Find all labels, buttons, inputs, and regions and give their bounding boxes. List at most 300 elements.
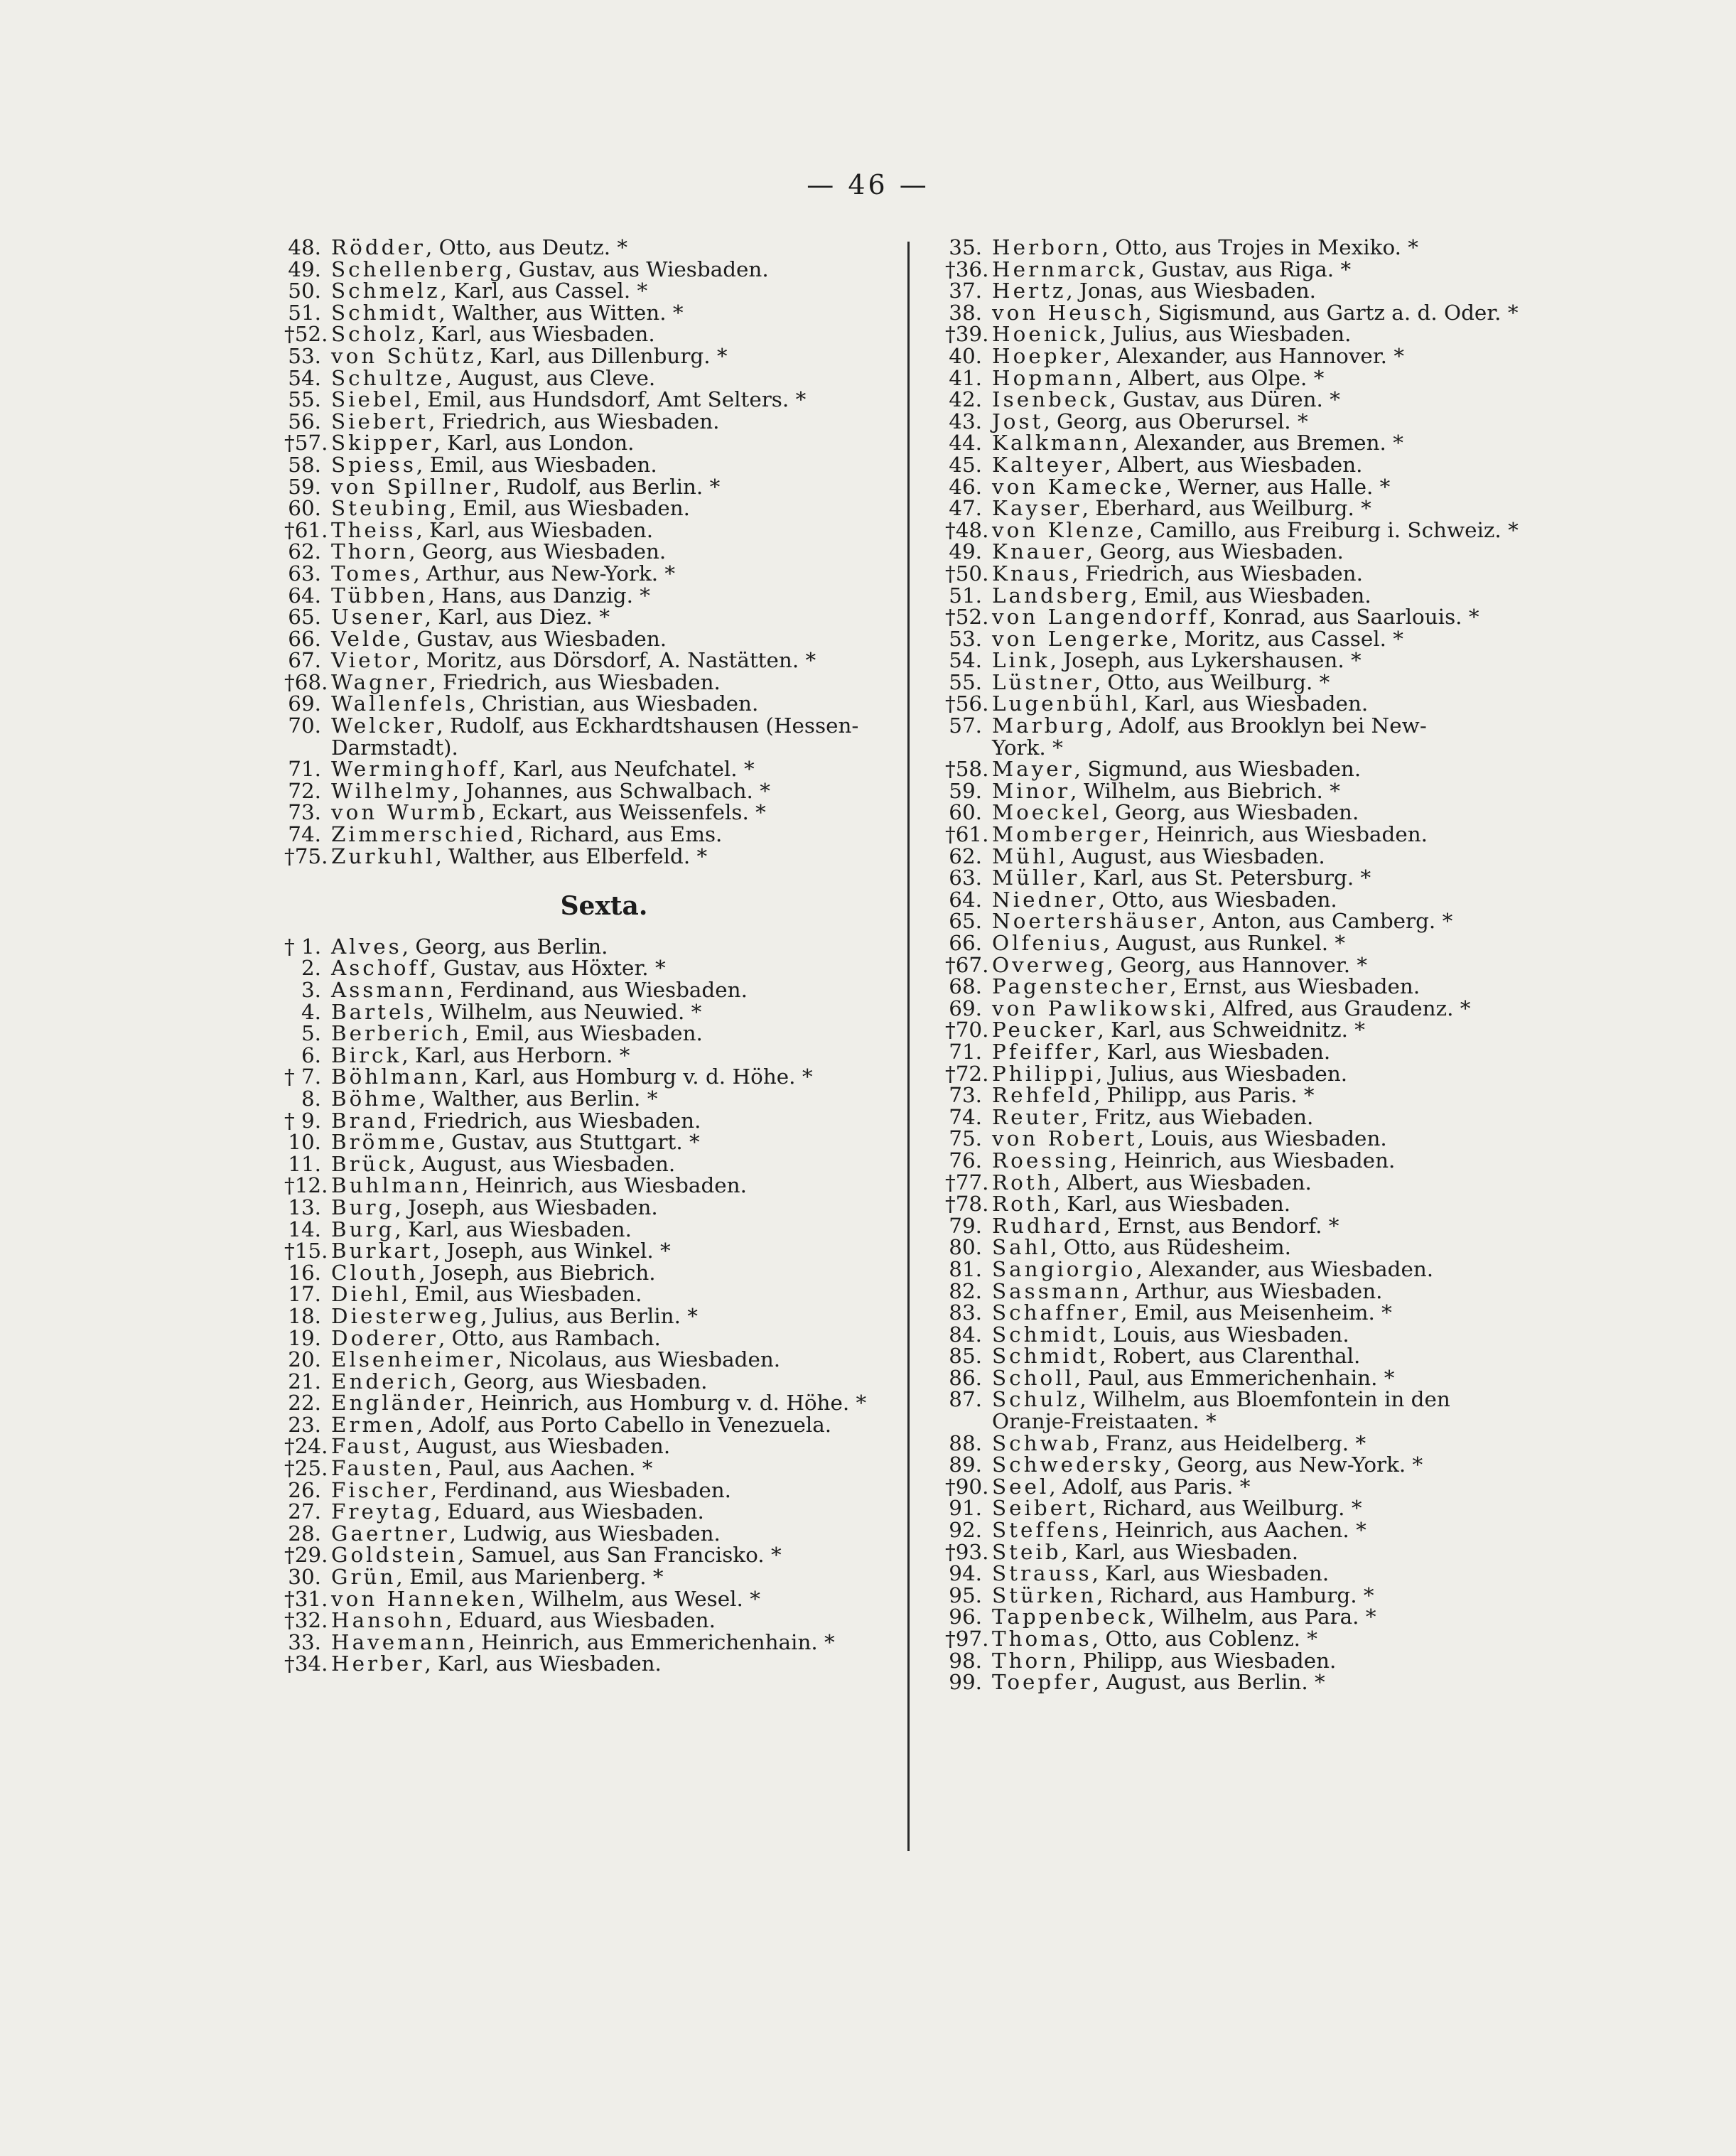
entry-number: 95.	[949, 1583, 982, 1607]
entry-surname: Kalteyer	[992, 452, 1105, 477]
entry-surname: Schmidt	[331, 300, 439, 325]
entry-details: , Gustav, aus Höxter. *	[430, 956, 666, 981]
entry-number: 22.	[288, 1391, 321, 1416]
entry-text	[992, 843, 1585, 868]
entry-text	[992, 497, 1585, 519]
entry-details: , Ferdinand, aus Wiesbaden.	[430, 1477, 731, 1502]
entry-details: , Hans, aus Danzig. *	[428, 583, 650, 608]
entry-text	[992, 1063, 1585, 1085]
entry-number: †61.	[945, 822, 989, 847]
entry-number: 46.	[949, 474, 982, 499]
list-entry	[284, 1001, 895, 1023]
list-entry	[945, 237, 1585, 259]
entry-number: †25.	[284, 1456, 328, 1481]
entry-text	[992, 910, 1585, 932]
entry-text	[331, 1110, 895, 1132]
list-entry	[945, 1606, 1585, 1628]
entry-surname: Zurkuhl	[331, 843, 436, 868]
entry-number: 18.	[288, 1303, 321, 1328]
list-entry	[284, 1131, 895, 1153]
entry-text	[331, 1544, 895, 1566]
list-entry	[945, 1671, 1585, 1693]
entry-details: , Otto, aus Rambach.	[438, 1325, 661, 1350]
entry-surname: Hoenick	[992, 322, 1100, 347]
list-entry	[284, 541, 895, 563]
list-entry	[945, 367, 1585, 389]
entry-number: †24.	[284, 1434, 328, 1459]
entry-surname: Ermen	[331, 1412, 416, 1437]
entry-details: , Arthur, aus New-York. *	[413, 561, 676, 586]
entry-number: 40.	[949, 343, 982, 368]
list-entry	[945, 650, 1585, 672]
entry-number: 73.	[949, 1083, 982, 1108]
entry-details: , Paul, aus Aachen. *	[435, 1456, 653, 1481]
entry-surname: Werminghoff	[331, 757, 500, 782]
entry-text	[992, 628, 1585, 650]
entry-number: 48.	[288, 235, 321, 259]
entry-text	[992, 1389, 1585, 1411]
list-entry	[945, 1215, 1585, 1237]
entry-surname: Toepfer	[992, 1670, 1093, 1695]
entry-surname: Knauer	[992, 539, 1087, 564]
entry-details: , Alexander, aus Hannover. *	[1103, 343, 1405, 368]
list-entry	[284, 693, 895, 715]
entry-text	[331, 280, 895, 302]
entry-number: 70.	[288, 713, 321, 738]
entry-details: , Wilhelm, aus Neuwied. *	[426, 999, 702, 1024]
entry-details: , Alexander, aus Wiesbaden.	[1136, 1256, 1434, 1281]
entry-text	[331, 1392, 895, 1414]
entry-text	[992, 1650, 1585, 1672]
entry-number: †31.	[284, 1586, 328, 1611]
entry-surname: Vietor	[331, 648, 414, 673]
entry-details: , Friedrich, aus Wiesbaden.	[429, 669, 721, 694]
entry-text	[992, 1215, 1585, 1237]
entry-details: , Karl, aus Wiesbaden.	[1053, 1192, 1291, 1217]
list-entry	[945, 998, 1585, 1020]
entry-details: , Otto, aus Weilburg. *	[1094, 669, 1330, 694]
entry-number: †50.	[945, 561, 989, 586]
entry-number: †52.	[945, 605, 989, 630]
entry-number: 26.	[288, 1477, 321, 1502]
list-entry	[284, 497, 895, 519]
list-entry	[945, 259, 1585, 281]
list-entry	[284, 1066, 895, 1088]
entry-number: 20.	[288, 1347, 321, 1372]
entry-number: 64.	[288, 583, 321, 608]
entry-text	[331, 1435, 895, 1457]
entry-number: †90.	[945, 1474, 989, 1499]
entry-number: †93.	[945, 1539, 989, 1564]
entry-details: , Karl, aus London.	[433, 431, 635, 456]
entry-surname: Herborn	[992, 235, 1102, 259]
entry-details: , Emil, aus Meisenheim. *	[1121, 1300, 1392, 1325]
entry-surname: Elsenheimer	[331, 1347, 496, 1372]
entry-surname: Wallenfels	[331, 691, 469, 716]
list-entry	[945, 1628, 1585, 1650]
entry-details: , Franz, aus Heidelberg. *	[1092, 1430, 1366, 1455]
list-entry	[284, 1629, 895, 1654]
entry-surname: Wagner	[331, 669, 430, 694]
list-entry	[945, 1497, 1585, 1519]
entry-surname: Schwedersky	[992, 1452, 1164, 1477]
list-entry	[945, 954, 1585, 976]
entry-number: 53.	[288, 343, 321, 368]
entry-number: 10.	[288, 1130, 321, 1155]
entry-number: 30.	[288, 1565, 321, 1590]
entry-number: 92.	[949, 1518, 982, 1543]
entry-text	[331, 1197, 895, 1219]
list-entry	[284, 1175, 895, 1197]
list-entry	[945, 1650, 1585, 1672]
entry-surname: Pagenstecher	[992, 974, 1170, 999]
entry-details: , Heinrich, aus Wiesbaden.	[1143, 822, 1428, 847]
entry-text	[992, 998, 1585, 1020]
entry-details: , Jonas, aus Wiesbaden.	[1066, 279, 1317, 303]
list-entry	[945, 628, 1585, 650]
entry-details: , Heinrich, aus Wiesbaden.	[462, 1173, 747, 1198]
entry-number: †15.	[284, 1239, 328, 1263]
entry-text	[331, 367, 895, 389]
entry-details: , Ernst, aus Bendorf. *	[1104, 1213, 1339, 1238]
entry-details: , Wilhelm, aus Wesel. *	[518, 1586, 760, 1611]
entry-surname: Spiess	[331, 452, 416, 477]
list-entry	[284, 936, 895, 958]
entry-surname: Isenbeck	[992, 387, 1110, 412]
entry-details: , Rudolf, aus Eckhardtshausen (Hessen-	[436, 713, 859, 738]
entry-number: 94.	[949, 1561, 982, 1586]
entry-text	[331, 1001, 895, 1023]
entry-number: 50.	[288, 279, 321, 303]
entry-text	[992, 1150, 1585, 1172]
entry-surname: Schultze	[331, 365, 446, 390]
entry-details: , Julius, aus Wiesbaden.	[1099, 322, 1352, 347]
entry-number: 51.	[949, 583, 982, 608]
entry-details: , Georg, aus Wiesbaden.	[450, 1369, 708, 1394]
list-entry	[945, 1106, 1585, 1128]
entry-details: , Alfred, aus Graudenz. *	[1209, 996, 1471, 1020]
entry-text	[331, 650, 895, 672]
entry-text	[331, 1088, 895, 1110]
entry-number: 65.	[949, 909, 982, 934]
entry-text	[331, 1042, 895, 1067]
entry-number: 71.	[288, 757, 321, 782]
entry-surname: Steubing	[331, 496, 450, 521]
entry-surname: Rehfeld	[992, 1083, 1094, 1108]
entry-details: , Georg, aus Oberursel. *	[1043, 409, 1308, 433]
entry-number: 19.	[288, 1325, 321, 1350]
entry-text	[992, 1585, 1585, 1607]
entry-details: , Emil, aus Marienberg. *	[396, 1565, 664, 1590]
entry-text	[992, 669, 1585, 694]
entry-details: , Karl, aus Homburg v. d. Höhe. *	[460, 1064, 813, 1089]
entry-text	[331, 1523, 895, 1545]
entry-text	[331, 1262, 895, 1284]
entry-text	[331, 1131, 895, 1153]
entry-details: , Wilhelm, aus Para. *	[1148, 1605, 1376, 1629]
entry-text	[992, 411, 1585, 433]
entry-text	[331, 1653, 895, 1675]
entry-details: , Philipp, aus Wiesbaden.	[1069, 1648, 1337, 1673]
list-entry	[284, 802, 895, 824]
entry-surname: Tappenbeck	[992, 1605, 1148, 1629]
entry-details: , Friedrich, aus Wiesbaden.	[428, 409, 720, 433]
list-entry	[945, 1019, 1585, 1041]
entry-text	[992, 519, 1585, 541]
entry-number: †77.	[945, 1170, 989, 1195]
entry-details: , Gustav, aus Wiesbaden.	[403, 626, 667, 651]
list-entry	[284, 1566, 895, 1588]
entry-text	[331, 454, 895, 476]
entry-details: , Julius, aus Berlin. *	[480, 1303, 698, 1328]
entry-surname: Freytag	[331, 1499, 434, 1524]
list-entry	[945, 389, 1585, 411]
entry-number: 71.	[949, 1039, 982, 1064]
list-entry	[284, 1262, 895, 1284]
entry-number: †52.	[284, 322, 328, 347]
entry-surname: Diehl	[331, 1282, 401, 1307]
list-entry	[284, 302, 895, 324]
entry-surname: Link	[992, 648, 1050, 673]
entry-text	[331, 1349, 895, 1371]
entry-details: , Joseph, aus Lykershausen. *	[1050, 648, 1362, 673]
entry-details: , Eduard, aus Wiesbaden.	[445, 1608, 716, 1633]
entry-number: 79.	[949, 1213, 982, 1238]
entry-details: , Karl, aus Wiesbaden.	[1131, 691, 1369, 716]
entry-details: , Friedrich, aus Wiesbaden.	[409, 1108, 701, 1133]
list-entry	[284, 563, 895, 585]
entry-surname: Rödder	[331, 235, 426, 259]
entry-details: , Richard, aus Hamburg. *	[1096, 1583, 1374, 1607]
list-entry	[284, 432, 895, 454]
entry-number: 47.	[949, 496, 982, 521]
entry-details: , Moritz, aus Dörsdorf, A. Nastätten. *	[413, 648, 816, 673]
entry-number: 49.	[288, 257, 321, 281]
list-entry	[945, 867, 1585, 889]
list-entry	[284, 1588, 895, 1610]
list-entry	[945, 693, 1585, 715]
entry-details: , Anton, aus Camberg. *	[1199, 909, 1453, 934]
list-entry	[284, 1283, 895, 1305]
list-entry	[945, 1302, 1585, 1324]
entry-text	[331, 345, 895, 367]
entry-text	[992, 1019, 1585, 1041]
entry-surname: Niedner	[992, 887, 1099, 912]
entry-text	[331, 1414, 895, 1436]
entry-number: 62.	[288, 539, 321, 564]
entry-details: , Joseph, aus Biebrich.	[419, 1260, 656, 1285]
list-entry	[284, 1435, 895, 1457]
entry-text	[992, 693, 1585, 715]
entry-details: , Georg, aus New-York. *	[1163, 1452, 1423, 1477]
list-entry	[945, 758, 1585, 780]
entry-text	[331, 432, 895, 454]
entry-text	[331, 563, 895, 585]
entry-surname: Fausten	[331, 1456, 436, 1481]
list-entry	[284, 345, 895, 367]
entry-number: 76.	[949, 1148, 982, 1173]
entry-details: , Eduard, aus Wiesbaden.	[433, 1499, 704, 1524]
list-entry	[284, 1349, 895, 1371]
entry-text	[331, 476, 895, 498]
list-entry	[945, 1128, 1585, 1150]
entry-text	[992, 976, 1585, 998]
entry-details: , Gustav, aus Düren. *	[1109, 387, 1340, 412]
entry-text	[331, 1566, 895, 1588]
entry-details: , Alexander, aus Bremen. *	[1121, 431, 1403, 456]
entry-number: 3.	[301, 978, 321, 1002]
entry-surname: Noertershäuser	[992, 909, 1199, 934]
entry-surname: Seibert	[992, 1496, 1089, 1521]
entry-details: , Philipp, aus Paris. *	[1093, 1083, 1315, 1108]
entry-text	[331, 780, 895, 802]
entry-number: 49.	[949, 539, 982, 564]
entry-surname: Schwab	[992, 1430, 1093, 1455]
entry-surname: Thomas	[992, 1627, 1092, 1651]
entry-text	[331, 628, 895, 650]
list-entry	[284, 1371, 895, 1393]
list-entry	[284, 650, 895, 672]
entry-text	[331, 1219, 895, 1241]
student-list-quinta-continued	[284, 237, 895, 867]
entry-number: 91.	[949, 1496, 982, 1521]
list-entry	[945, 780, 1585, 802]
entry-number: 64.	[949, 887, 982, 912]
entry-number: †12.	[284, 1173, 328, 1198]
entry-details: , Karl, aus Wiesbaden.	[418, 322, 655, 347]
entry-number: 75.	[949, 1126, 982, 1151]
entry-text	[992, 1278, 1585, 1303]
list-entry	[945, 411, 1585, 433]
entry-text	[331, 715, 895, 737]
entry-surname: Sassmann	[992, 1278, 1123, 1303]
entry-text	[331, 1153, 895, 1175]
entry-details: , Adolf, aus Brooklyn bei New-	[1106, 713, 1427, 738]
list-entry	[284, 1023, 895, 1045]
list-entry	[945, 563, 1585, 585]
entry-number: 35.	[949, 235, 982, 259]
entry-surname: Seel	[992, 1474, 1050, 1499]
list-entry	[284, 1153, 895, 1175]
entry-number: 80.	[949, 1235, 982, 1260]
entry-details: , Georg, aus Wiesbaden.	[1101, 800, 1359, 825]
list-entry	[284, 957, 895, 979]
entry-details: , Albert, aus Wiesbaden.	[1053, 1170, 1312, 1195]
entry-text	[331, 1371, 895, 1393]
entry-details: , Karl, aus Herborn. *	[401, 1042, 630, 1067]
list-entry	[284, 280, 895, 302]
entry-number: 41.	[949, 365, 982, 390]
list-entry	[945, 910, 1585, 932]
entry-number: 66.	[949, 931, 982, 955]
list-entry	[945, 585, 1585, 607]
list-entry	[284, 1240, 895, 1262]
entry-number: 16.	[288, 1260, 321, 1285]
entry-surname: Roth	[992, 1192, 1054, 1217]
entry-surname: Bartels	[331, 999, 427, 1024]
entry-surname: Kayser	[992, 496, 1082, 521]
list-entry	[284, 606, 895, 628]
entry-number: † 9.	[284, 1108, 322, 1133]
list-entry	[284, 1219, 895, 1241]
entry-surname: Gaertner	[331, 1521, 450, 1546]
entry-details: , Karl, aus Cassel. *	[440, 279, 648, 303]
entry-number: 37.	[949, 279, 982, 303]
list-entry	[945, 1389, 1585, 1411]
entry-surname: Roth	[992, 1170, 1054, 1195]
list-entry	[284, 519, 895, 541]
entry-number: †34.	[284, 1651, 328, 1676]
entry-details: , Emil, aus Wiesbaden.	[449, 496, 690, 521]
entry-text	[331, 237, 895, 259]
entry-text	[331, 1023, 895, 1045]
entry-text	[992, 1497, 1585, 1519]
entry-number: 69.	[288, 691, 321, 716]
entry-text	[992, 1671, 1585, 1693]
list-entry	[945, 1563, 1585, 1585]
entry-number: 56.	[288, 409, 321, 433]
entry-text	[992, 367, 1585, 389]
entry-details: , Otto, aus Wiesbaden.	[1098, 887, 1337, 912]
entry-text	[992, 389, 1585, 411]
entry-surname: Schmidt	[992, 1344, 1100, 1369]
entry-number: 2.	[301, 956, 321, 981]
entry-text	[331, 519, 895, 541]
entry-details: , August, aus Wiesbaden.	[403, 1434, 671, 1459]
entry-surname: Kalkmann	[992, 431, 1121, 456]
entry-text	[992, 345, 1585, 367]
entry-text	[992, 1367, 1585, 1389]
list-entry	[284, 1088, 895, 1110]
entry-surname: Doderer	[331, 1325, 438, 1350]
entry-details: , Nicolaus, aus Wiesbaden.	[495, 1347, 781, 1372]
entry-text	[331, 979, 895, 1001]
entry-surname: Wilhelmy	[331, 778, 453, 803]
entry-number: 42.	[949, 387, 982, 412]
entry-number: 59.	[288, 474, 321, 499]
entry-number: 54.	[288, 365, 321, 390]
entry-text	[331, 1479, 895, 1502]
entry-number: 68.	[949, 974, 982, 999]
entry-surname: Mühl	[992, 843, 1059, 868]
list-entry	[284, 1479, 895, 1502]
entry-number: †48.	[945, 517, 989, 542]
list-entry	[284, 1610, 895, 1632]
entry-details: , Walther, aus Witten. *	[438, 300, 684, 325]
entry-surname: von Klenze	[992, 517, 1137, 542]
entry-surname: Böhme	[331, 1086, 419, 1111]
entry-details: , Karl, aus Diez. *	[424, 605, 610, 630]
entry-details: , August, aus Berlin. *	[1092, 1670, 1325, 1695]
entry-text	[992, 780, 1585, 802]
entry-surname: von Lengerke	[992, 626, 1171, 651]
entry-continuation: York. *	[992, 735, 1063, 760]
entry-text	[992, 1430, 1585, 1455]
entry-number: †39.	[945, 322, 989, 347]
entry-number: 55.	[288, 387, 321, 412]
list-entry	[284, 1523, 895, 1545]
entry-number: 60.	[288, 496, 321, 521]
entry-number: †72.	[945, 1061, 989, 1086]
entry-text	[331, 606, 895, 628]
entry-surname: Schellenberg	[331, 257, 506, 281]
list-entry	[284, 1414, 895, 1436]
entry-number: 4.	[301, 999, 321, 1024]
entry-text	[992, 715, 1585, 737]
entry-number: 14.	[288, 1217, 321, 1241]
entry-text	[331, 1066, 895, 1088]
entry-surname: Havemann	[331, 1629, 468, 1654]
